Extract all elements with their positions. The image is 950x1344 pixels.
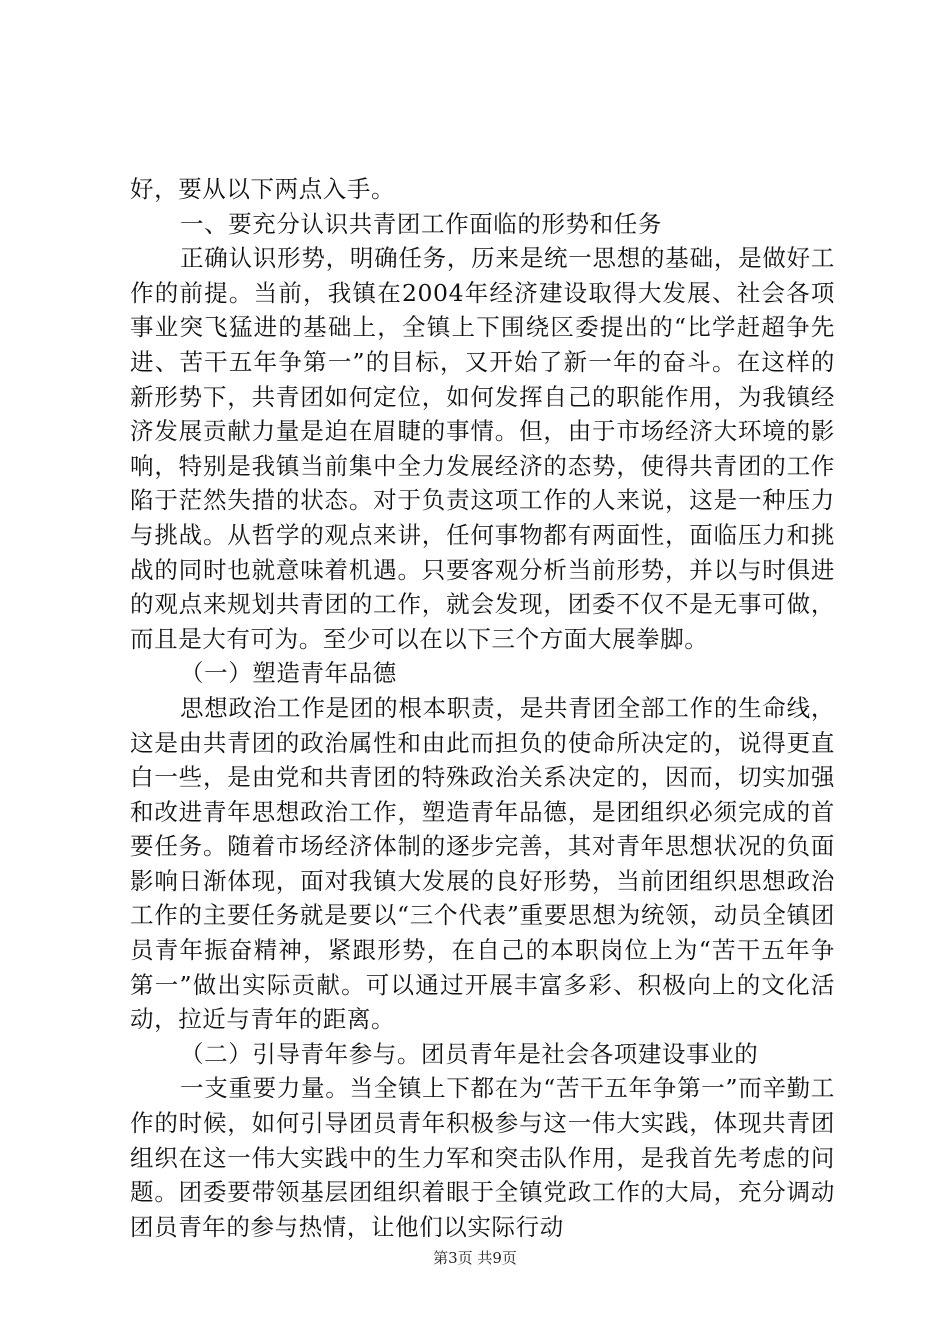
paragraph-situation: 正确认识形势，明确任务，历来是统一思想的基础，是做好工作的前提。当前，我镇在2004年经济建设取得大发展、社会各项事业突飞猛进的基础上，全镇上下围绕区委提出的“比学赶超争先进、苦干五年争第一”的目标，又开始了新一年的奋斗。在这样的新形势下，共青团如何定位，如何发挥自己的职能作用，为我镇经济发展贡献力量是迫在眉睫的事情。但，由于市场经济大环境的影响，特别是我镇当前集中全力发展经济的态势，使得共青团的工作陷于茫然失措的状态。对于负责这项工作的人来说，这是一种压力与挑战。从哲学的观点来讲，任何事物都有两面性，面临压力和挑战的同时也就意味着机遇。只要客观分析当前形势，并以与时俱进的观点来规划共青团的工作，就会发现，团委不仅不是无事可做，而且是大有可为。至少可以在以下三个方面大展拳脚。 xyxy=(130,244,835,653)
paragraph-morality: 思想政治工作是团的根本职责，是共青团全部工作的生命线，这是由共青团的政治属性和由此而担负的使命所决定的，说得更直白一些，是由党和共青团的特殊政治关系决定的，因而，切实加强和改进青年思想政治工作，塑造青年品德，是团组织必须完成的首要任务。随着市场经济体制的逐步完善，其对青年思想状况的负面影响日渐体现，面对我镇大发展的良好形势，当前团组织思想政治工作的主要任务就是要以“三个代表”重要思想为统领，动员全镇团员青年振奋精神，紧跟形势，在自己的本职岗位上为“苦干五年争第一”做出实际贡献。可以通过开展丰富多彩、积极向上的文化活动，拉近与青年的距离。 xyxy=(130,693,835,1034)
paragraph-continuation: 好，要从以下两点入手。 xyxy=(130,175,396,203)
page-footer: 第3页 共9页 xyxy=(433,1249,517,1267)
section-heading-situation: 一、要充分认识共青团工作面临的形势和任务 xyxy=(180,209,662,238)
subheading-shape-morality: （一）塑造青年品德 xyxy=(180,659,397,688)
paragraph-participation: 一支重要力量。当全镇上下都在为“苦干五年争第一”而辛勤工作的时候，如何引导团员青年积极参与这一伟大实践，体现共青团组织在这一伟大实践中的生力军和突击队作用，是我首先考虑的问题。团委要带领基层团组织着眼于全镇党政工作的大局，充分调动团员青年的参与热情，让他们以实际行动 xyxy=(130,1074,835,1241)
document-body xyxy=(130,172,835,1244)
subheading-guide-participation: （二）引导青年参与。团员青年是社会各项建设事业的 xyxy=(180,1039,759,1068)
